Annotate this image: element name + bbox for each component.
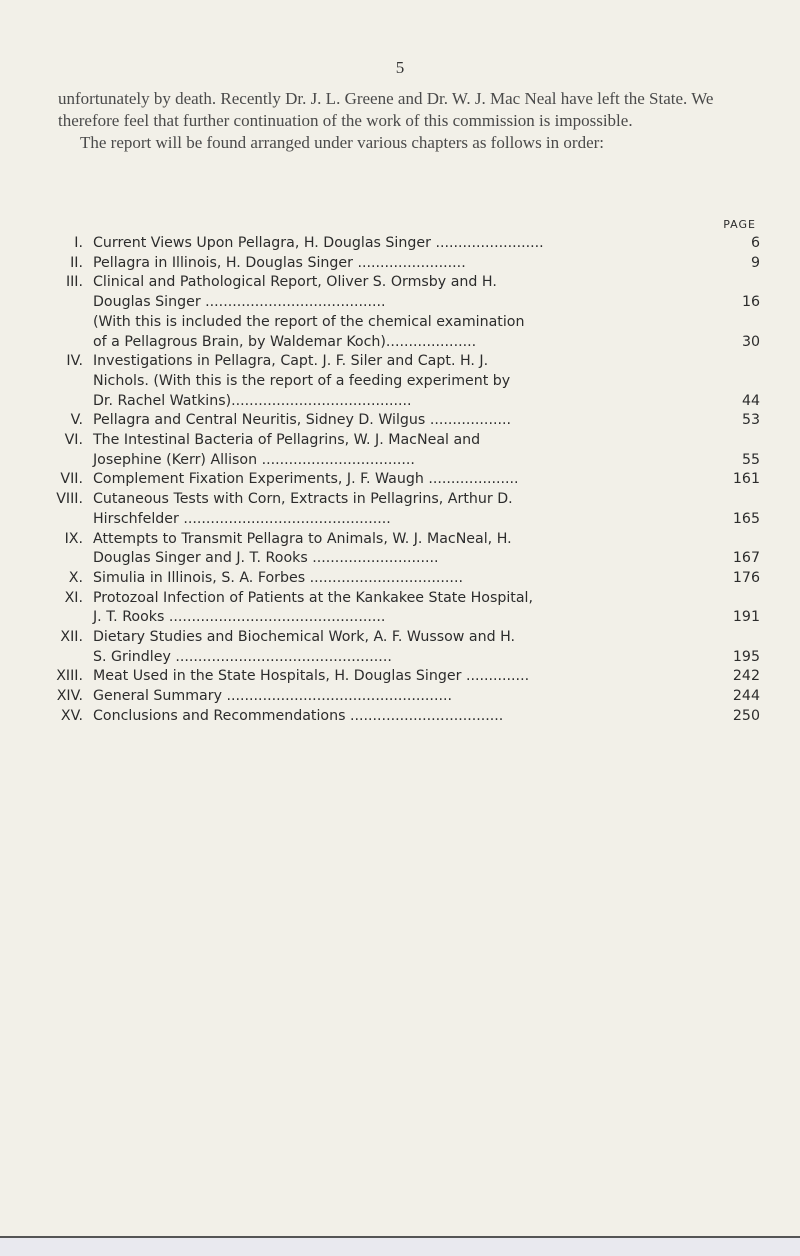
toc-chapter-number: XIV.	[56, 688, 83, 705]
toc-page-number: 16	[741, 294, 760, 311]
toc-line	[93, 549, 760, 569]
toc-page-number: 9	[750, 254, 760, 271]
toc-line-text: Current Views Upon Pellagra, H. Douglas Singer ........................	[93, 235, 544, 251]
toc-entry	[40, 411, 760, 431]
toc-line-text: Conclusions and Recommendations ..................................	[93, 707, 504, 724]
toc-line	[93, 451, 760, 471]
toc-chapter-title	[93, 470, 760, 490]
toc-chapter-title	[93, 234, 760, 254]
toc-line-text: The Intestinal Bacteria of Pellagrins, W. J. MacNeal and	[93, 432, 481, 449]
toc-chapter-title	[93, 352, 760, 411]
toc-line	[93, 530, 760, 550]
toc-chapter-number: IX.	[64, 530, 83, 547]
toc-chapter-title	[93, 411, 760, 431]
toc-line	[93, 707, 760, 727]
toc-chapter-number: XI.	[64, 589, 83, 606]
toc-chapter-title	[93, 490, 760, 529]
toc-chapter-number: V.	[70, 412, 83, 429]
toc-entry	[40, 569, 760, 589]
toc-line-text: of a Pellagrous Brain, by Waldemar Koch)....................	[93, 333, 477, 350]
toc-line	[93, 411, 760, 431]
toc-line	[93, 333, 760, 353]
toc-line	[93, 313, 760, 333]
toc-chapter-number: XV.	[60, 707, 83, 724]
toc-page-number: 55	[741, 451, 760, 468]
toc-chapter-number: VI.	[64, 432, 83, 449]
intro-paragraph-1: unfortunately by death. Recently Dr. J. L. Greene and Dr. W. J. Mac Neal have left the State. We therefore feel that further continuation of the work of this commission is impossible.	[58, 89, 714, 130]
toc-chapter-number: XII.	[60, 629, 83, 646]
toc-chapter-title	[93, 707, 760, 727]
toc-line-text: Meat Used in the State Hospitals, H. Douglas Singer ..............	[93, 668, 530, 685]
toc-entry	[40, 470, 760, 490]
toc-line-text: Clinical and Pathological Report, Oliver S. Ormsby and H.	[93, 274, 497, 291]
toc-line	[93, 273, 760, 293]
toc-chapter-title	[93, 254, 760, 274]
toc-line	[93, 589, 760, 609]
toc-page-number: 250	[732, 707, 760, 724]
toc-chapter-title	[93, 628, 760, 667]
toc-entry	[40, 628, 760, 667]
toc-chapter-title	[93, 569, 760, 589]
toc-page-number: 6	[750, 235, 760, 251]
toc-line	[93, 510, 760, 530]
toc-page-number: 191	[732, 609, 760, 626]
toc-page-number: 195	[732, 648, 760, 665]
toc-chapter-number: IV.	[66, 353, 83, 370]
toc-entry	[40, 234, 760, 254]
toc-chapter-number: X.	[68, 569, 83, 586]
toc-line-text: J. T. Rooks ................................................	[93, 609, 386, 626]
toc-line-text: S. Grindley ................................................	[93, 648, 392, 665]
toc-line-text: (With this is included the report of the chemical examination	[93, 313, 525, 330]
page-number: 5	[395, 58, 405, 77]
page-bottom-margin	[0, 1238, 800, 1256]
toc-page-number: 30	[741, 333, 760, 350]
toc-page-number: 176	[732, 569, 760, 586]
toc-line-text: Pellagra and Central Neuritis, Sidney D. Wilgus ..................	[93, 412, 511, 429]
toc-line-text: Josephine (Kerr) Allison ..................................	[93, 451, 415, 468]
toc-line	[93, 352, 760, 372]
toc-line-text: Douglas Singer and J. T. Rooks ............................	[93, 550, 439, 567]
toc-line-text: Nichols. (With this is the report of a feeding experiment by	[93, 372, 511, 389]
toc-chapter-number: XIII.	[56, 668, 83, 685]
toc-line-text: Dietary Studies and Biochemical Work, A. F. Wussow and H.	[93, 629, 516, 646]
toc-page-number: 165	[732, 510, 760, 527]
toc-line	[93, 392, 760, 412]
toc-entry	[40, 254, 760, 274]
toc-entry	[40, 352, 760, 411]
toc-chapter-number: VIII.	[56, 491, 83, 508]
toc-line	[93, 372, 760, 392]
toc-line-text: Simulia in Illinois, S. A. Forbes ..................................	[93, 569, 463, 586]
toc-entries	[40, 234, 760, 727]
toc-entry	[40, 707, 760, 727]
toc-chapter-title	[93, 273, 760, 352]
toc-chapter-title	[93, 530, 760, 569]
toc-line	[93, 569, 760, 589]
toc-page-header: PAGE	[723, 218, 756, 231]
toc-entry	[40, 273, 760, 352]
toc-line	[93, 431, 760, 451]
toc-chapter-number: I.	[74, 235, 83, 251]
toc-page-number: 167	[732, 550, 760, 567]
toc-line	[93, 470, 760, 490]
intro-paragraph-2: The report will be found arranged under various chapters as follows in order:	[80, 133, 604, 152]
toc-page-number: 242	[732, 668, 760, 685]
toc-page-number: 44	[741, 392, 760, 409]
toc-page-number: 53	[741, 412, 760, 429]
toc-line	[93, 648, 760, 668]
toc-chapter-title	[93, 589, 760, 628]
toc-line-text: Complement Fixation Experiments, J. F. Waugh ....................	[93, 471, 519, 488]
toc-line	[93, 608, 760, 628]
toc-entry	[40, 490, 760, 529]
toc-line-text: General Summary ..................................................	[93, 688, 452, 705]
toc-line-text: Cutaneous Tests with Corn, Extracts in Pellagrins, Arthur D.	[93, 491, 513, 508]
toc-chapter-number: VII.	[60, 471, 83, 488]
toc-line-text: Douglas Singer ........................................	[93, 294, 386, 311]
toc-line	[93, 293, 760, 313]
toc-chapter-title	[93, 687, 760, 707]
toc-page-number: 161	[732, 471, 760, 488]
toc-line-text: Attempts to Transmit Pellagra to Animals, W. J. MacNeal, H.	[93, 530, 512, 547]
toc-line-text: Hirschfelder ..............................................	[93, 510, 391, 527]
toc-line-text: Dr. Rachel Watkins)........................................	[93, 392, 412, 409]
toc-chapter-title	[93, 667, 760, 687]
toc-entry	[40, 667, 760, 687]
toc-line	[93, 490, 760, 510]
toc-line-text: Investigations in Pellagra, Capt. J. F. Siler and Capt. H. J.	[93, 353, 489, 370]
toc-entry	[40, 589, 760, 628]
toc-line	[93, 667, 760, 687]
toc-line-text: Protozoal Infection of Patients at the Kankakee State Hospital,	[93, 589, 533, 606]
toc-line	[93, 628, 760, 648]
toc-line	[93, 687, 760, 707]
toc-entry	[40, 431, 760, 470]
toc-chapter-number: II.	[70, 254, 83, 271]
table-of-contents	[40, 216, 760, 727]
toc-line-text: Pellagra in Illinois, H. Douglas Singer ........................	[93, 254, 466, 271]
toc-page-number: 244	[732, 688, 760, 705]
toc-line	[93, 234, 760, 254]
toc-chapter-title	[93, 431, 760, 470]
toc-entry	[40, 687, 760, 707]
toc-line	[93, 254, 760, 274]
toc-entry	[40, 530, 760, 569]
toc-chapter-number: III.	[65, 274, 83, 291]
intro-text	[58, 88, 758, 154]
